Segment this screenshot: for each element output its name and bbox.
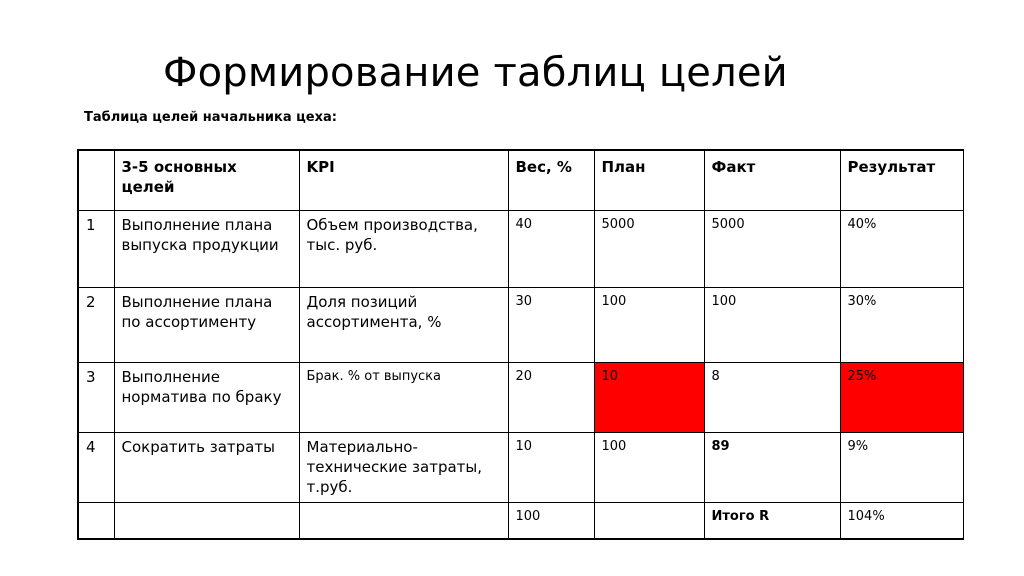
cell-fact: 5000: [704, 210, 840, 287]
cell-fact: 8: [704, 362, 840, 432]
cell-weight: 20: [508, 362, 594, 432]
cell-kpi: Доля позиций ассортимента, %: [299, 287, 508, 362]
cell-result: 9%: [840, 432, 963, 502]
table-total-row: [78, 502, 963, 539]
cell-num: 3: [78, 362, 114, 432]
cell-fact: 100: [704, 287, 840, 362]
cell-result: 40%: [840, 210, 963, 287]
cell-goal: Выполнение плана по ассортименту: [114, 287, 299, 362]
slide-title: Формирование таблиц целей: [163, 50, 788, 96]
cell-plan: 100: [594, 432, 704, 502]
cell-num: 4: [78, 432, 114, 502]
cell-plan: [594, 502, 704, 539]
cell-kpi: Брак. % от выпуска: [299, 362, 508, 432]
cell-kpi: [299, 502, 508, 539]
cell-weight: 10: [508, 432, 594, 502]
table-row: [78, 210, 963, 287]
table-row: [78, 287, 963, 362]
cell-goal: Сократить затраты: [114, 432, 299, 502]
table-row: [78, 362, 963, 432]
header-goals: 3-5 основных целей: [114, 150, 299, 210]
cell-num: [78, 502, 114, 539]
cell-num: 2: [78, 287, 114, 362]
cell-goal: Выполнение плана выпуска продукции: [114, 210, 299, 287]
cell-weight: 40: [508, 210, 594, 287]
header-weight: Вес, %: [508, 150, 594, 210]
header-plan: План: [594, 150, 704, 210]
cell-result: 30%: [840, 287, 963, 362]
cell-kpi: Материально-технические затраты, т.руб.: [299, 432, 508, 502]
header-result: Результат: [840, 150, 963, 210]
cell-plan: 5000: [594, 210, 704, 287]
total-label: Итого R: [704, 502, 840, 539]
cell-fact: 89: [704, 432, 840, 502]
cell-plan: 100: [594, 287, 704, 362]
cell-kpi: Объем производства, тыс. руб.: [299, 210, 508, 287]
cell-goal: [114, 502, 299, 539]
cell-goal: Выполнение норматива по браку: [114, 362, 299, 432]
cell-num: 1: [78, 210, 114, 287]
header-num: [78, 150, 114, 210]
total-result: 104%: [840, 502, 963, 539]
cell-plan-highlighted: 10: [594, 362, 704, 432]
table-row: [78, 432, 963, 502]
table-caption: Таблица целей начальника цеха:: [84, 110, 337, 125]
goals-table: [77, 149, 964, 540]
cell-result-highlighted: 25%: [840, 362, 963, 432]
table-header-row: [78, 150, 963, 210]
header-kpi: KPI: [299, 150, 508, 210]
header-fact: Факт: [704, 150, 840, 210]
total-weight: 100: [508, 502, 594, 539]
cell-weight: 30: [508, 287, 594, 362]
